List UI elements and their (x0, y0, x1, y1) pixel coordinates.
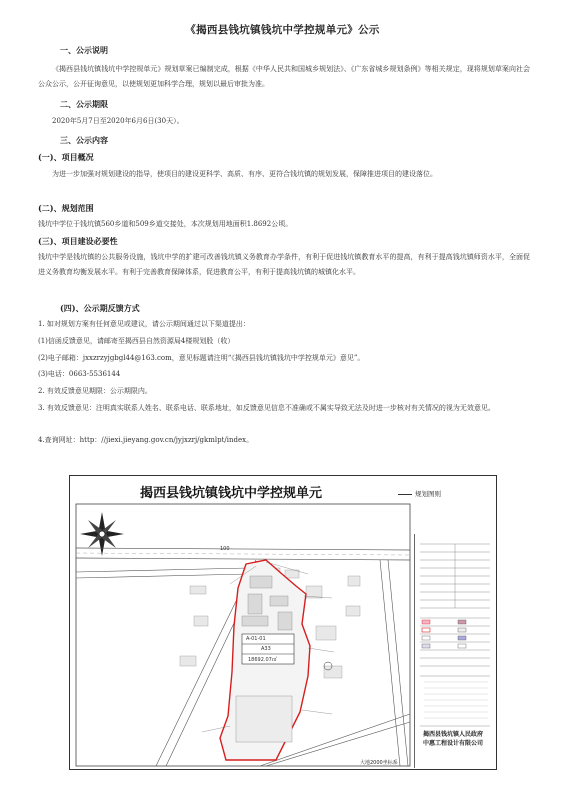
road-100-centerline (76, 553, 410, 555)
parcel-code-label: A-01-01 (246, 636, 266, 642)
feedback-line-6: 3. 有效反馈意见：注明真实联系人姓名、联系电话、联系地址，如反馈意见信息不准确或不属实导致无法及时进一步核对有关情况的视为无效意见。 (38, 404, 495, 412)
road-east-2 (388, 560, 408, 766)
feedback-line-5: 2. 有效反馈意见期限：公示期限内。 (38, 387, 152, 395)
road-west-2 (76, 574, 248, 578)
feedback-line-3: (2)电子邮箱：jxxzrzyjgbgl44@163.com，意见标题请注明“《揭西县钱坑镇钱坑中学控规单元》意见”。 (38, 354, 365, 362)
road-100-edge-south (76, 558, 410, 560)
subsection-4-heading: (四)、公示期反馈方式 (60, 303, 140, 313)
road-100-edge-north (76, 548, 410, 550)
page-title: 《揭西县钱坑镇钱坑中学控规单元》公示 (185, 24, 380, 36)
road-east-1 (380, 560, 400, 766)
road-west (76, 568, 248, 572)
planning-map (69, 475, 497, 770)
subsection-2-heading: (二)、规划范围 (38, 203, 94, 213)
map-title: 揭西县钱坑镇钱坑中学控规单元 (140, 486, 323, 501)
parcel-use-label: A33 (261, 646, 271, 652)
subsection-1-heading: (一)、项目概况 (38, 152, 94, 162)
org-line-1: 揭西县钱坑镇人民政府 (422, 731, 483, 738)
map-subtitle: 规划图则 (398, 489, 441, 498)
feedback-line-4: (3)电话：0663-5536144 (38, 370, 121, 378)
section-2-heading: 二、公示期限 (60, 99, 108, 109)
section-1-heading: 一、公示说明 (60, 45, 108, 55)
north-arrow-icon (80, 512, 124, 556)
section-3-heading: 三、公示内容 (60, 135, 108, 145)
section-1-body: 《揭西县钱坑镇钱坑中学控规单元》规划草案已编制完成，根据《中华人民共和国城乡规划法》、《广东省城乡规划条例》等相关规定，现将规划草案向社会公众公示，公开征询意见，以使规划更加科学合理，规划以最后审批为准。 (38, 65, 530, 88)
subsection-3-heading: (三)、项目建设必要性 (38, 236, 118, 246)
subsection-2-body: 钱坑中学位于钱坑镇560乡道和509乡道交接处，本次规划用地面积1.8692公顷。 (38, 220, 293, 228)
feedback-line-7: 4.查询网址：http：//jiexi.jieyang.gov.cn/jyjxzrj/gkmlpt/index。 (38, 436, 254, 444)
coordinate-system-label: 大地2000坐标系 (360, 760, 398, 766)
road-label-100: 100 (220, 546, 230, 552)
feedback-line-2: (1)信函反馈意见，请邮寄至揭西县自然资源局4楼规划股（收） (38, 337, 235, 345)
subsection-1-body: 为进一步加强对规划建设的指导，使项目的建设更科学、高质、有序、更符合钱坑镇的规划发展，保障推进项目的建设落位。 (52, 170, 437, 178)
map-legend-panel (414, 534, 489, 768)
subsection-3-body: 钱坑中学是钱坑镇的公共服务设施，钱坑中学的扩建可改善钱坑镇义务教育办学条件，有利于促进钱坑镇教育水平的提高，有利于提高钱坑镇师资水平，全面促进义务教育均衡发展水平。有利于完善教育保障体系，促进教育公平，有利于提高钱坑镇的城镇化水平。 (38, 253, 530, 276)
org-line-2: 中惠工程设计有限公司 (422, 740, 483, 747)
feedback-line-1: 1. 如对规划方案有任何意见或建议，请公示期间通过以下渠道提出： (38, 320, 250, 328)
section-2-body: 2020年5月7日至2020年6月6日(30天）。 (52, 117, 184, 125)
parcel-area-label: 18692.07㎡ (248, 657, 277, 663)
